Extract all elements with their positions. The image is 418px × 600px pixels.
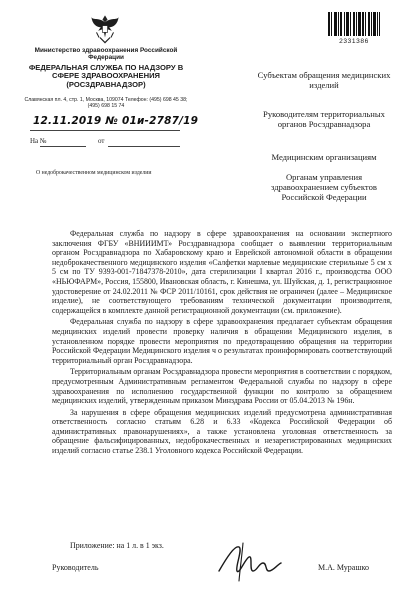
reference-date-line (108, 146, 180, 147)
reference-number-label: На № (30, 137, 47, 145)
recipient-4: Органам управления здравоохранением субъектов Российской Федерации (271, 172, 377, 202)
address-block: Славянская пл. 4, стр. 1, Москва, 109074 Телефон: (495) 698 45 38; (495) 698 15 74 (24, 97, 188, 110)
handwritten-date-number: 12.11.2019 № 01и-2787/19 (33, 115, 199, 127)
letter-subject: О недоброкачественном медицинском изделии (36, 170, 152, 176)
recipient-3: Медицинским организациям (271, 152, 377, 162)
body-paragraph-4: За нарушения в сфере обращения медицинских изделий предусмотрена административная ответственность согласно статьям 6.28 и 6.33 «Кодекса Российской Федерации об административных правонарушениях», а также установлена уголовная ответственность за обращение фальсифицированных, недоброкачественных и незарегистрированных медицинских изделий согласно статье 238.1 Уголовного кодекса Российской Федерации. (52, 407, 392, 456)
date-underline (30, 130, 180, 131)
barcode-icon (328, 12, 380, 36)
barcode-number: 2331386 (339, 38, 369, 45)
reference-number-line (40, 146, 86, 147)
body-paragraph-1: Федеральная служба по надзору в сфере здравоохранения на основании экспертного заключения ФГБУ «ВНИИИМТ» Росздравнадзора сообщает о выявлении территориальным органом Росздравнадзора по Хабаровскому краю и Еврейской автономной области в обращении недоброкачественного медицинского изделия «Салфетки марлевые медицинские стерильные 5 см х 5 см по ТУ 9393-001-71847378-2010», дата стерилизации I квартал 2016 г., производства ООО «НЬЮФАРМ», Россия, 155800, Ивановская область, г. Кинешма, ул. Шуйская, д. 1, регистрационное удостоверение от 24.02.2011 № ФСР 2011/10161, срок действия не ограничен (далее – Медицинское изделие), не соответствующего требованиям технической документации производителя, содержащейся в комплекте данной регистрационной документации (см. приложение). (52, 229, 392, 315)
signer-title: Руководитель (52, 563, 99, 572)
recipient-2: Руководителям территориальных органов Росздравнадзора (263, 109, 385, 129)
coat-of-arms-emblem-icon (88, 12, 122, 46)
service-name: ФЕДЕРАЛЬНАЯ СЛУЖБА ПО НАДЗОРУ В СФЕРЕ ЗДРАВООХРАНЕНИЯ (РОСЗДРАВНАДЗОР) (28, 63, 184, 89)
body-paragraph-2: Федеральная служба по надзору в сфере здравоохранения предлагает субъектам обращения медицинских изделий провести проверку наличия в обращении Медицинского изделия, в установленном порядке провести мероприятия по предотвращению обращения на территории Российской Федерации Медицинского изделия ч о результатах проинформировать соответствующий территориальный орган Росздравнадзора. (52, 317, 392, 365)
letter-body (52, 229, 392, 458)
ministry-name: Министерство здравоохранения Российской Федерации (34, 47, 178, 62)
reference-date-label: от (98, 137, 105, 145)
recipient-1: Субъектам обращения медицинских изделий (257, 70, 391, 90)
signer-name: М.А. Мурашко (318, 563, 369, 572)
appendix-note: Приложение: на 1 л. в 1 экз. (70, 541, 164, 550)
body-paragraph-3: Территориальным органам Росздравнадзора провести мероприятия в соответствии с порядком, предусмотренным Административным регламентом Федеральной службы по надзору в сфере здравоохранения по исполнению государственной функции по контролю за обращением медицинских изделий, утвержденным приказом Минздрава России от 05.04.2013 № 196н. (52, 367, 392, 406)
handwritten-signature-icon (213, 537, 287, 583)
